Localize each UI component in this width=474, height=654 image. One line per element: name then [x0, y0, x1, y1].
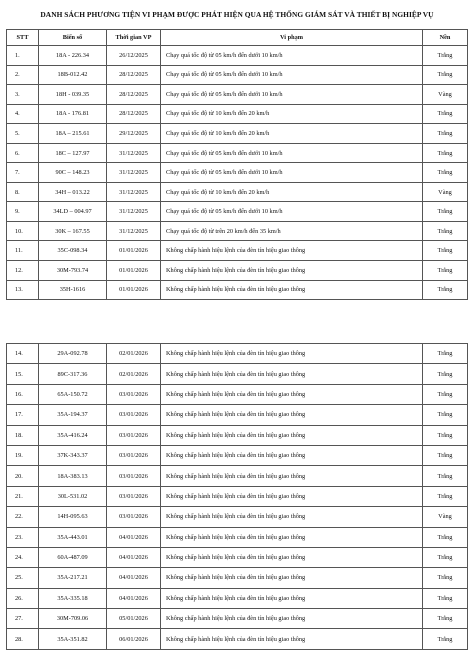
license-plate: 18A-383.13	[39, 466, 107, 486]
license-plate: 18B-012.42	[39, 65, 107, 85]
table-row	[7, 241, 468, 261]
table-row	[7, 486, 468, 506]
table-row	[7, 425, 468, 445]
header-plate: Biển số	[39, 30, 107, 46]
table-row	[7, 65, 468, 85]
table-row	[7, 507, 468, 527]
table-row	[7, 384, 468, 404]
violation-description: Chạy quá tốc độ từ 05 km/h đến dưới 10 km/h	[161, 143, 423, 163]
license-plate: 18A - 226.34	[39, 46, 107, 66]
license-plate: 89C-317.36	[39, 364, 107, 384]
plate-color: Trắng	[423, 486, 468, 506]
table-row	[7, 85, 468, 105]
plate-color: Trắng	[423, 221, 468, 241]
table-row	[7, 143, 468, 163]
plate-color: Vàng	[423, 85, 468, 105]
row-number: 19.	[7, 445, 39, 465]
table-row	[7, 588, 468, 608]
plate-color: Vàng	[423, 507, 468, 527]
table-row	[7, 104, 468, 124]
row-number: 11.	[7, 241, 39, 261]
violation-description: Không chấp hành hiệu lệnh của đèn tín hiệu giao thông	[161, 588, 423, 608]
license-plate: 37K-343.37	[39, 445, 107, 465]
plate-color: Trắng	[423, 405, 468, 425]
row-number: 3.	[7, 85, 39, 105]
license-plate: 35H-1616	[39, 280, 107, 300]
license-plate: 90C – 148.23	[39, 163, 107, 183]
violation-description: Không chấp hành hiệu lệnh của đèn tín hiệu giao thông	[161, 466, 423, 486]
violation-description: Không chấp hành hiệu lệnh của đèn tín hiệu giao thông	[161, 425, 423, 445]
violation-description: Không chấp hành hiệu lệnh của đèn tín hiệu giao thông	[161, 527, 423, 547]
license-plate: 30M-793.74	[39, 261, 107, 281]
table-row	[7, 124, 468, 144]
table-row	[7, 46, 468, 66]
row-number: 14.	[7, 344, 39, 364]
violation-time: 31/12/2025	[107, 202, 161, 222]
table-row	[7, 405, 468, 425]
violation-description: Chạy quá tốc độ từ 10 km/h đến 20 km/h	[161, 182, 423, 202]
violation-time: 03/01/2026	[107, 405, 161, 425]
document-title: DANH SÁCH PHƯƠNG TIỆN VI PHẠM ĐƯỢC PHÁT HIỆN QUA HỆ THỐNG GIÁM SÁT VÀ THIẾT BỊ NGHIỆP VỤ	[40, 10, 434, 19]
violation-description: Chạy quá tốc độ từ 05 km/h đến dưới 10 km/h	[161, 46, 423, 66]
license-plate: 18H - 039.35	[39, 85, 107, 105]
header-time: Thời gian VP	[107, 30, 161, 46]
violation-description: Chạy quá tốc độ từ 10 km/h đến 20 km/h	[161, 104, 423, 124]
plate-color: Trắng	[423, 163, 468, 183]
plate-color: Trắng	[423, 547, 468, 567]
license-plate: 65A-150.72	[39, 384, 107, 404]
table-body-part-2	[7, 344, 468, 650]
violation-description: Chạy quá tốc độ từ 05 km/h đến dưới 10 km/h	[161, 85, 423, 105]
violation-time: 31/12/2025	[107, 143, 161, 163]
row-number: 10.	[7, 221, 39, 241]
row-number: 25.	[7, 568, 39, 588]
plate-color: Trắng	[423, 280, 468, 300]
violation-description: Chạy quá tốc độ từ trên 20 km/h đến 35 km/h	[161, 221, 423, 241]
violation-time: 06/01/2026	[107, 629, 161, 649]
violation-time: 05/01/2026	[107, 609, 161, 629]
header-violation: Vi phạm	[161, 30, 423, 46]
row-number: 4.	[7, 104, 39, 124]
table-row	[7, 527, 468, 547]
violation-description: Không chấp hành hiệu lệnh của đèn tín hiệu giao thông	[161, 547, 423, 567]
row-number: 21.	[7, 486, 39, 506]
violation-time: 26/12/2025	[107, 46, 161, 66]
license-plate: 34H – 013.22	[39, 182, 107, 202]
violation-time: 03/01/2026	[107, 507, 161, 527]
plate-color: Trắng	[423, 445, 468, 465]
table-row	[7, 445, 468, 465]
violation-description: Không chấp hành hiệu lệnh của đèn tín hiệu giao thông	[161, 261, 423, 281]
violation-time: 04/01/2026	[107, 527, 161, 547]
row-number: 8.	[7, 182, 39, 202]
violation-description: Không chấp hành hiệu lệnh của đèn tín hiệu giao thông	[161, 486, 423, 506]
violation-description: Chạy quá tốc độ từ 05 km/h đến dưới 10 km/h	[161, 65, 423, 85]
row-number: 12.	[7, 261, 39, 281]
violation-time: 03/01/2026	[107, 445, 161, 465]
table-row	[7, 280, 468, 300]
plate-color: Trắng	[423, 241, 468, 261]
violation-description: Không chấp hành hiệu lệnh của đèn tín hiệu giao thông	[161, 280, 423, 300]
violation-time: 31/12/2025	[107, 221, 161, 241]
violation-description: Không chấp hành hiệu lệnh của đèn tín hiệu giao thông	[161, 344, 423, 364]
license-plate: 18A - 176.81	[39, 104, 107, 124]
license-plate: 14H-095.63	[39, 507, 107, 527]
violation-description: Không chấp hành hiệu lệnh của đèn tín hiệu giao thông	[161, 445, 423, 465]
row-number: 27.	[7, 609, 39, 629]
plate-color: Trắng	[423, 588, 468, 608]
plate-color: Vàng	[423, 182, 468, 202]
row-number: 22.	[7, 507, 39, 527]
row-number: 5.	[7, 124, 39, 144]
license-plate: 18A – 215.61	[39, 124, 107, 144]
plate-color: Trắng	[423, 202, 468, 222]
violation-description: Chạy quá tốc độ từ 10 km/h đến 20 km/h	[161, 124, 423, 144]
violation-time: 01/01/2026	[107, 280, 161, 300]
row-number: 6.	[7, 143, 39, 163]
violation-time: 03/01/2026	[107, 384, 161, 404]
table-row	[7, 202, 468, 222]
table-row	[7, 547, 468, 567]
plate-color: Trắng	[423, 143, 468, 163]
table-row	[7, 163, 468, 183]
violation-time: 31/12/2025	[107, 163, 161, 183]
table-body-part-1	[7, 46, 468, 300]
license-plate: 35A-443.01	[39, 527, 107, 547]
violation-description: Chạy quá tốc độ từ 05 km/h đến dưới 10 km/h	[161, 163, 423, 183]
license-plate: 60A-487.09	[39, 547, 107, 567]
license-plate: 30K – 167.55	[39, 221, 107, 241]
license-plate: 34LD – 004.97	[39, 202, 107, 222]
violation-description: Không chấp hành hiệu lệnh của đèn tín hiệu giao thông	[161, 568, 423, 588]
license-plate: 35A-194.37	[39, 405, 107, 425]
violations-table-part-1	[6, 29, 468, 300]
row-number: 16.	[7, 384, 39, 404]
violations-table-part-2	[6, 343, 468, 650]
violation-description: Không chấp hành hiệu lệnh của đèn tín hiệu giao thông	[161, 384, 423, 404]
license-plate: 30M-709.06	[39, 609, 107, 629]
license-plate: 18C – 127.97	[39, 143, 107, 163]
violation-description: Không chấp hành hiệu lệnh của đèn tín hiệu giao thông	[161, 364, 423, 384]
table-row	[7, 344, 468, 364]
plate-color: Trắng	[423, 65, 468, 85]
row-number: 18.	[7, 425, 39, 445]
plate-color: Trắng	[423, 46, 468, 66]
table-header-row	[7, 30, 468, 46]
table-row	[7, 629, 468, 649]
plate-color: Trắng	[423, 104, 468, 124]
violation-time: 02/01/2026	[107, 364, 161, 384]
header-stt: STT	[7, 30, 39, 46]
plate-color: Trắng	[423, 364, 468, 384]
table-row	[7, 221, 468, 241]
violation-time: 03/01/2026	[107, 425, 161, 445]
table-row	[7, 261, 468, 281]
plate-color: Trắng	[423, 629, 468, 649]
violation-time: 29/12/2025	[107, 124, 161, 144]
row-number: 9.	[7, 202, 39, 222]
violation-time: 03/01/2026	[107, 486, 161, 506]
plate-color: Trắng	[423, 425, 468, 445]
row-number: 2.	[7, 65, 39, 85]
row-number: 17.	[7, 405, 39, 425]
table-row	[7, 182, 468, 202]
row-number: 28.	[7, 629, 39, 649]
plate-color: Trắng	[423, 124, 468, 144]
row-number: 26.	[7, 588, 39, 608]
violation-time: 01/01/2026	[107, 241, 161, 261]
row-number: 13.	[7, 280, 39, 300]
violation-time: 31/12/2025	[107, 182, 161, 202]
row-number: 20.	[7, 466, 39, 486]
violation-time: 01/01/2026	[107, 261, 161, 281]
table-row	[7, 364, 468, 384]
plate-color: Trắng	[423, 609, 468, 629]
violation-description: Không chấp hành hiệu lệnh của đèn tín hiệu giao thông	[161, 629, 423, 649]
row-number: 23.	[7, 527, 39, 547]
plate-color: Trắng	[423, 384, 468, 404]
violation-description: Không chấp hành hiệu lệnh của đèn tín hiệu giao thông	[161, 241, 423, 261]
license-plate: 29A-092.78	[39, 344, 107, 364]
license-plate: 30L-531.02	[39, 486, 107, 506]
license-plate: 35A-335.18	[39, 588, 107, 608]
table-row	[7, 466, 468, 486]
row-number: 7.	[7, 163, 39, 183]
plate-color: Trắng	[423, 568, 468, 588]
license-plate: 35C-098.34	[39, 241, 107, 261]
violation-time: 04/01/2026	[107, 547, 161, 567]
plate-color: Trắng	[423, 261, 468, 281]
violation-time: 28/12/2025	[107, 65, 161, 85]
license-plate: 35A-217.21	[39, 568, 107, 588]
plate-color: Trắng	[423, 466, 468, 486]
plate-color: Trắng	[423, 344, 468, 364]
violation-description: Chạy quá tốc độ từ 05 km/h đến dưới 10 km/h	[161, 202, 423, 222]
table-row	[7, 568, 468, 588]
violation-description: Không chấp hành hiệu lệnh của đèn tín hiệu giao thông	[161, 507, 423, 527]
violation-time: 28/12/2025	[107, 85, 161, 105]
violation-time: 04/01/2026	[107, 568, 161, 588]
violation-time: 28/12/2025	[107, 104, 161, 124]
license-plate: 35A-416.24	[39, 425, 107, 445]
plate-color: Trắng	[423, 527, 468, 547]
violation-description: Không chấp hành hiệu lệnh của đèn tín hiệu giao thông	[161, 405, 423, 425]
violation-time: 02/01/2026	[107, 344, 161, 364]
violation-time: 04/01/2026	[107, 588, 161, 608]
table-row	[7, 609, 468, 629]
violation-description: Không chấp hành hiệu lệnh của đèn tín hiệu giao thông	[161, 609, 423, 629]
violation-time: 03/01/2026	[107, 466, 161, 486]
row-number: 15.	[7, 364, 39, 384]
header-color: Nền	[423, 30, 468, 46]
row-number: 24.	[7, 547, 39, 567]
row-number: 1.	[7, 46, 39, 66]
license-plate: 35A-351.82	[39, 629, 107, 649]
